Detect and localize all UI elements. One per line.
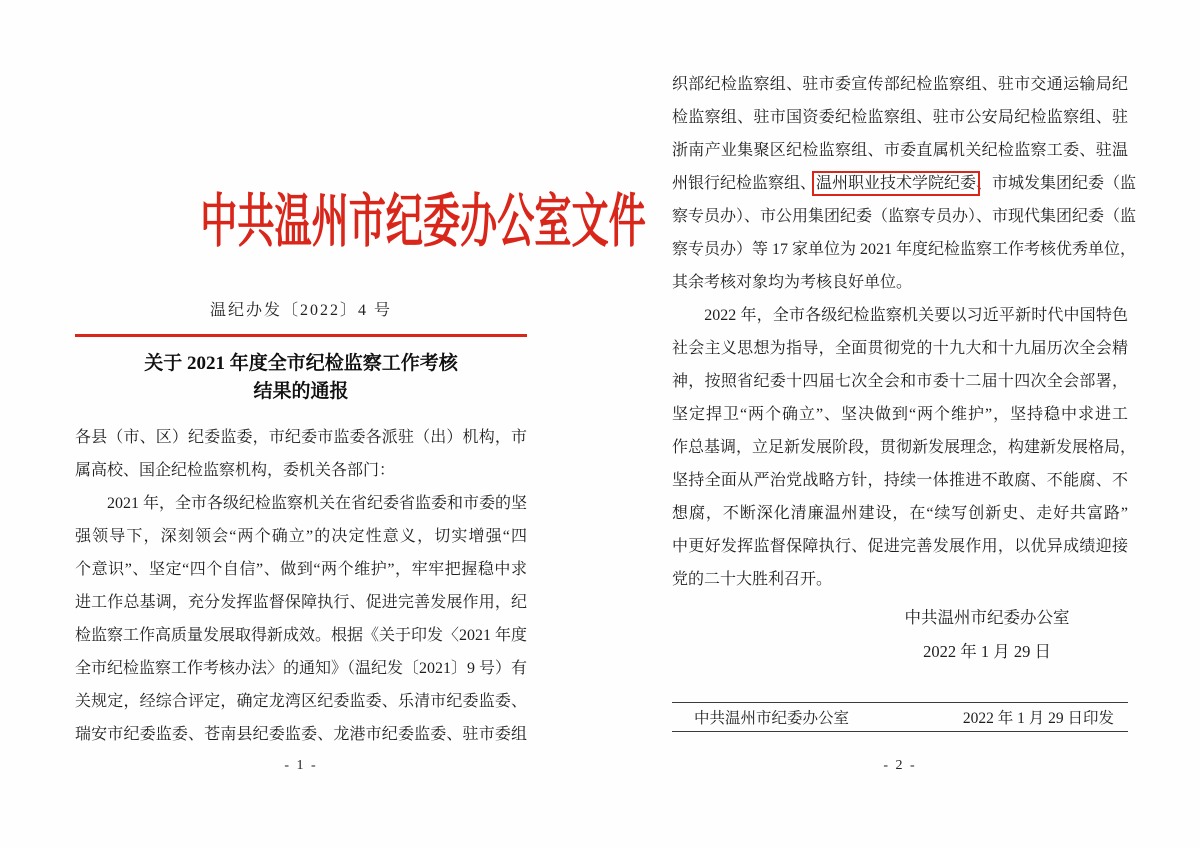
page-number-2: - 2 - (883, 758, 917, 773)
red-separator-line (75, 334, 527, 337)
signature-date: 2022 年 1 月 29 日 (923, 642, 1051, 661)
body-line (672, 167, 1137, 200)
page-number-1: - 1 - (284, 758, 318, 773)
body-line: 坚持全面从严治党战略方针，持续一体推进不敢腐、不能腐、不 (672, 472, 1128, 489)
body-line: 坚定捍卫“两个确立”、坚决做到“两个维护”，坚持稳中求进工 (672, 406, 1128, 423)
body-line: 作总基调，立足新发展阶段，贯彻新发展理念，构建新发展格局， (672, 439, 1137, 456)
body-line: 检监察组、驻市国资委纪检监察组、驻市公安局纪检监察组、驻 (672, 109, 1128, 126)
body-line: 党的二十大胜利召开。 (672, 571, 833, 588)
letterhead-title: 中共温州市纪委办公室文件 (200, 189, 646, 254)
red-letterhead (75, 186, 646, 264)
document-title (75, 350, 527, 406)
body-line: 2021 年，全市各级纪检监察机关在省纪委省监委和市委的坚 (75, 495, 528, 512)
page-1 (75, 0, 646, 848)
body-line: 个意识”、坚定“四个自信”、做到“两个维护”，牢牢把握稳中求 (75, 561, 527, 578)
body-line: 其余考核对象均为考核良好单位。 (672, 274, 913, 291)
body-line: 2022 年，全市各级纪检监察机关要以习近平新时代中国特色 (672, 307, 1128, 324)
document-title-line1: 关于 2021 年度全市纪检监察工作考核 (144, 353, 458, 374)
doc-number: 温纪办发〔2022〕4 号 (209, 302, 392, 319)
footer-print-date: 2022 年 1 月 29 日印发 (962, 710, 1114, 727)
body-line: 各县（市、区）纪委监委，市纪委市监委各派驻（出）机构，市 (75, 429, 527, 446)
body-line: 察专员办）等 17 家单位为 2021 年度纪检监察工作考核优秀单位， (672, 241, 1137, 258)
signature-org: 中共温州市纪委办公室 (904, 608, 1070, 627)
text-segment: 、市城发集团纪委（监 (976, 175, 1137, 192)
body-line: 织部纪检监察组、驻市委宣传部纪检监察组、驻市交通运输局纪 (672, 76, 1128, 93)
highlighted-text: 温州职业技术学院纪委 (816, 175, 977, 192)
text-segment: 州银行纪检监察组、 (672, 175, 817, 192)
body-line: 浙南产业集聚区纪检监察组、市委直属机关纪检监察工委、驻温 (672, 142, 1128, 159)
body-line: 中更好发挥监督保障执行、促进完善发展作用，以优异成绩迎接 (672, 538, 1128, 555)
body-text-page1 (75, 421, 527, 751)
page-2 (672, 0, 1137, 848)
body-line: 社会主义思想为指导，全面贯彻党的十九大和十九届历次全会精 (672, 340, 1128, 357)
body-line: 进工作总基调，充分发挥监督保障执行、促进完善发展作用，纪 (75, 594, 527, 611)
footer-bar (672, 702, 1128, 732)
body-text-page2 (672, 68, 1137, 596)
body-line: 强领导下，深刻领会“两个确立”的决定性意义，切实增强“四 (75, 528, 527, 545)
body-line: 检监察工作高质量发展取得新成效。根据《关于印发〈2021 年度 (75, 627, 528, 644)
body-line: 全市纪检监察工作考核办法〉的通知》（温纪发〔2021〕9 号）有 (75, 660, 528, 677)
body-line: 察专员办）、市公用集团纪委（监察专员办）、市现代集团纪委（监 (672, 208, 1137, 225)
body-line: 瑞安市纪委监委、苍南县纪委监委、龙港市纪委监委、驻市委组 (75, 726, 527, 743)
document-title-line2: 结果的通报 (253, 381, 349, 402)
footer-issuer: 中共温州市纪委办公室 (694, 710, 850, 727)
body-line: 神，按照省纪委十四届七次全会和市委十二届十四次全会部署， (672, 373, 1128, 390)
signature-block (857, 601, 1117, 669)
body-line: 属高校、国企纪检监察机构，委机关各部门： (75, 462, 396, 479)
body-line: 关规定，经综合评定，确定龙湾区纪委监委、乐清市纪委监委、 (75, 693, 527, 710)
body-line: 想腐，不断深化清廉温州建设，在“续写创新史、走好共富路” (672, 505, 1128, 522)
